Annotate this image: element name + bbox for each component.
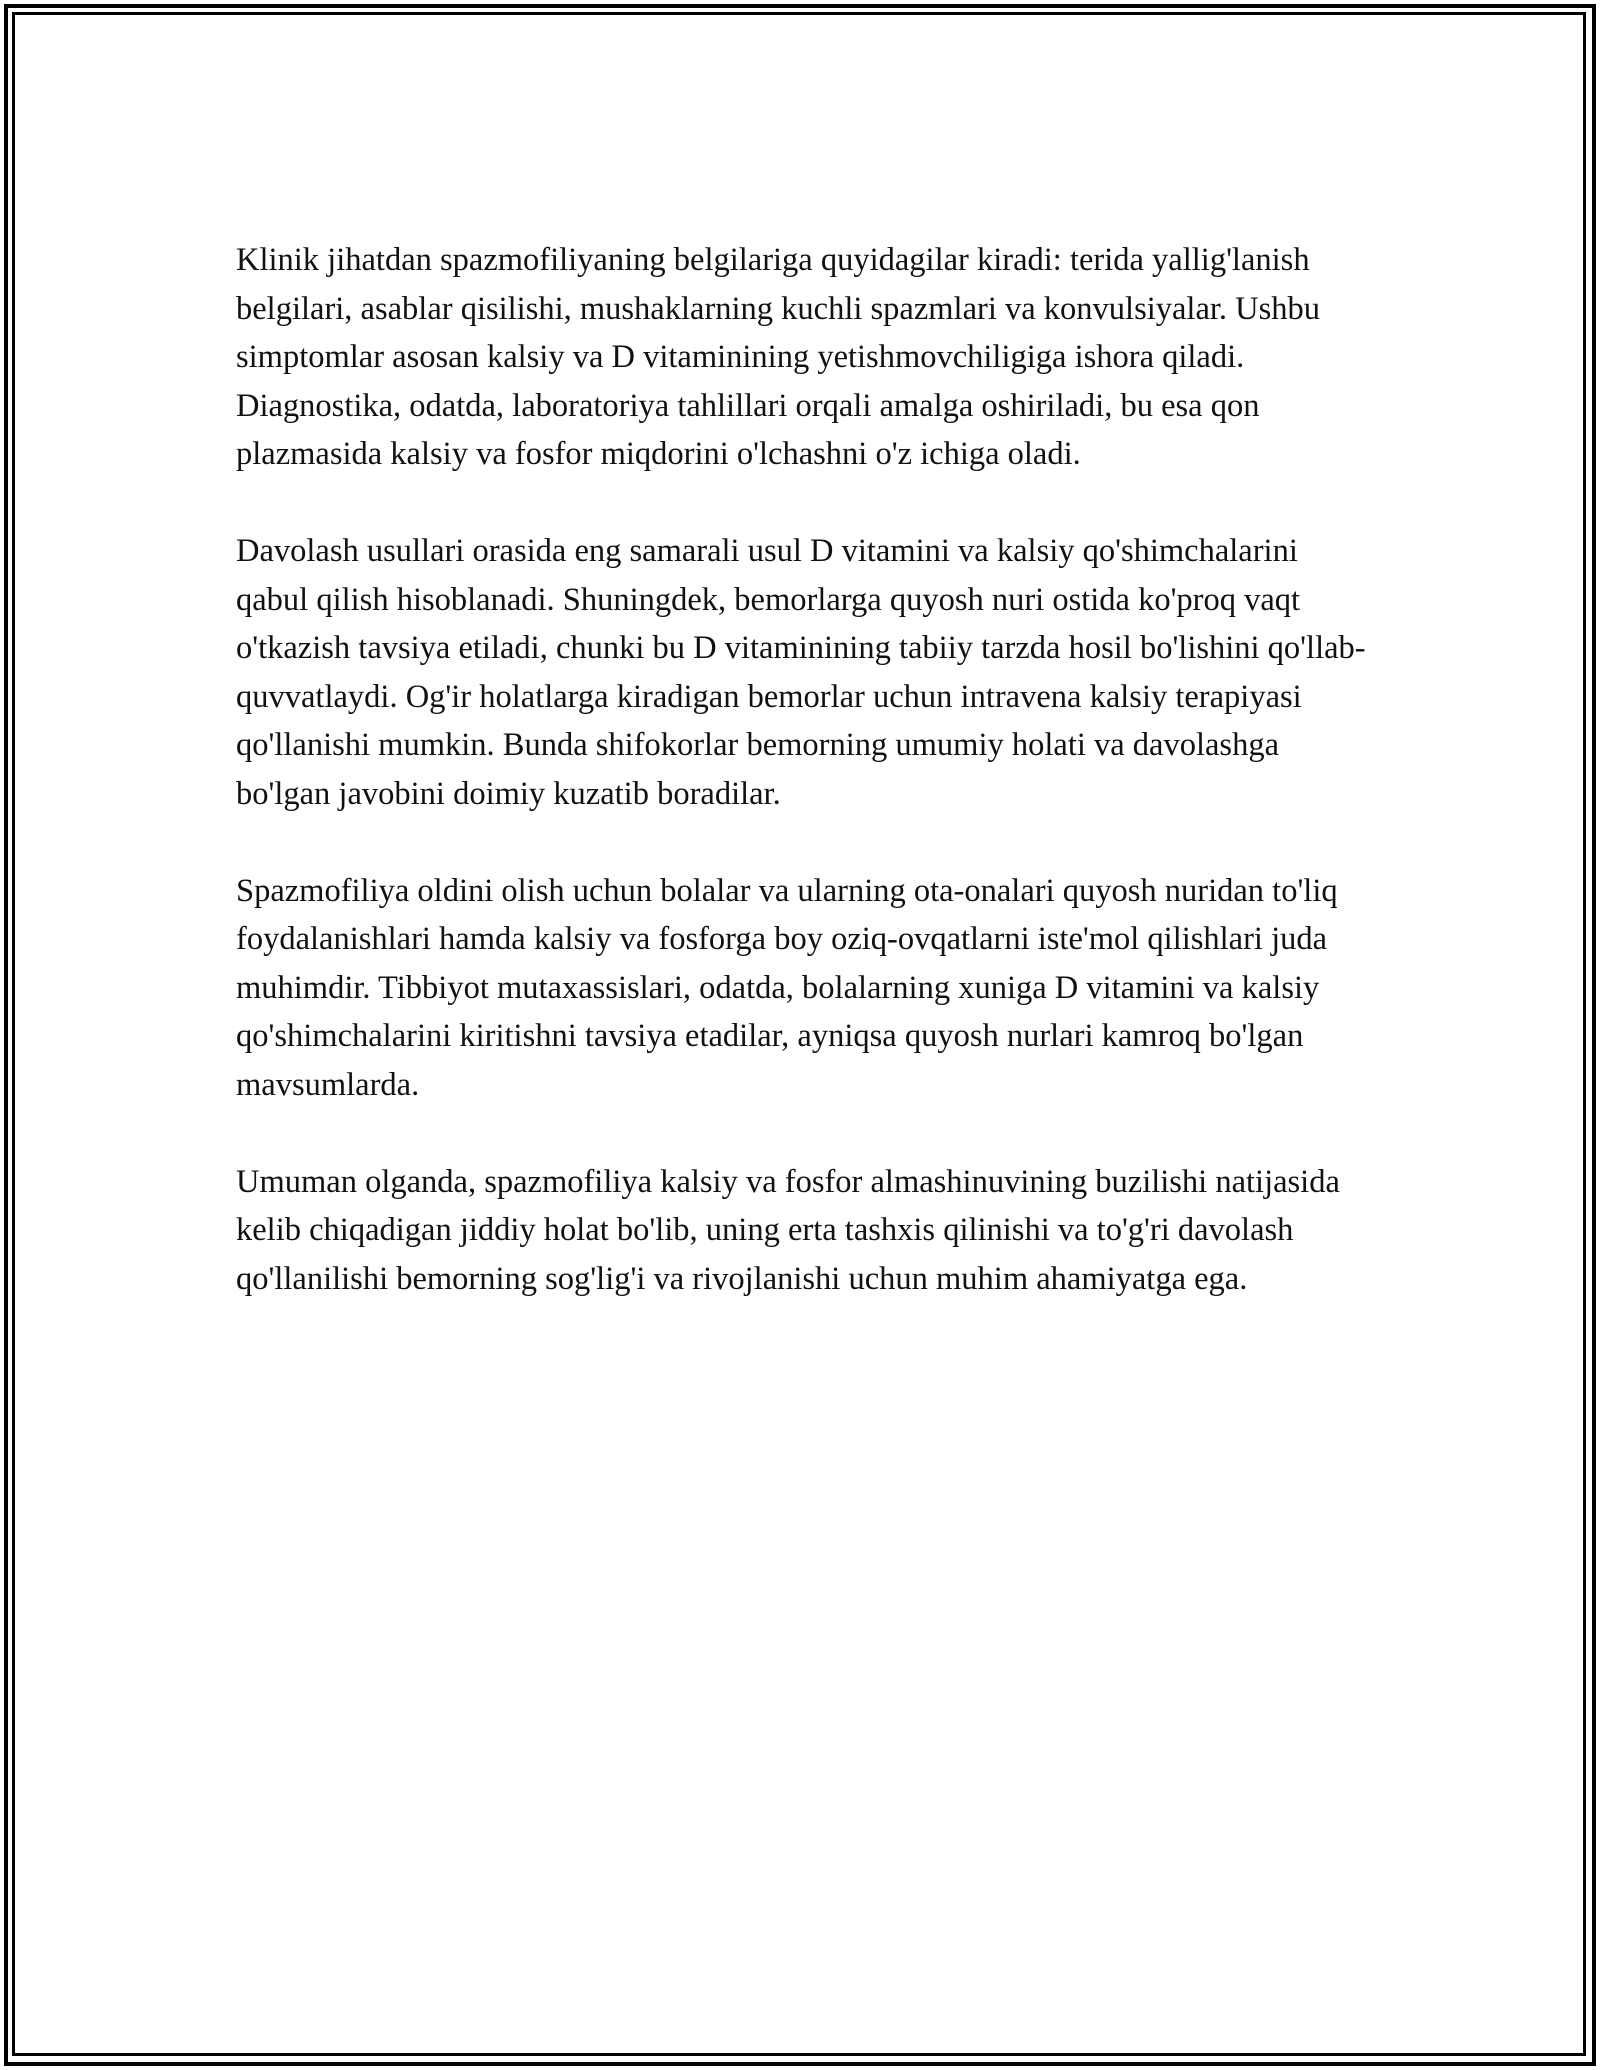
document-body [236, 236, 1376, 1352]
paragraph-treatment: Davolash usullari orasida eng samarali usul D vitamini va kalsiy qo'shimchalarini qabul qilish hisoblanadi. Shuningdek, bemorlarga quyosh nuri ostida ko'proq vaqt o'tkazish tavsiya etiladi, chunki bu D vitaminining tabiiy tarzda hosil bo'lishini qo'llab-quvvatlaydi. Og'ir holatlarga kiradigan bemorlar uchun intravena kalsiy terapiyasi qo'llanishi mumkin. Bunda shifokorlar bemorning umumiy holati va davolashga bo'lgan javobini doimiy kuzatib boradilar. [236, 533, 1366, 812]
paragraph-prevention: Spazmofiliya oldini olish uchun bolalar va ularning ota-onalari quyosh nuridan to'liq foydalanishlari hamda kalsiy va fosforga boy oziq-ovqatlarni iste'mol qilishlari juda muhimdir. Tibbiyot mutaxassislari, odatda, bolalarning xuniga D vitamini va kalsiy qo'shimchalarini kiritishni tavsiya etadilar, ayniqsa quyosh nurlari kamroq bo'lgan mavsumlarda. [236, 872, 1338, 1103]
paragraph-symptoms: Klinik jihatdan spazmofiliyaning belgilariga quyidagilar kiradi: terida yallig'lanish belgilari, asablar qisilishi, mushaklarning kuchli spazmlari va konvulsiyalar. Ushbu simptomlar asosan kalsiy va D vitaminining yetishmovchiligiga ishora qiladi. Diagnostika, odatda, laboratoriya tahlillari orqali amalga oshiriladi, bu esa qon plazmasida kalsiy va fosfor miqdorini o'lchashni o'z ichiga oladi. [236, 242, 1321, 472]
paragraph-conclusion: Umuman olganda, spazmofiliya kalsiy va fosfor almashinuvining buzilishi natijasida kelib chiqadigan jiddiy holat bo'lib, uning erta tashxis qilinishi va to'g'ri davolash qo'llanilishi bemorning sog'lig'i va rivojlanishi uchun muhim ahamiyatga ega. [236, 1163, 1340, 1297]
